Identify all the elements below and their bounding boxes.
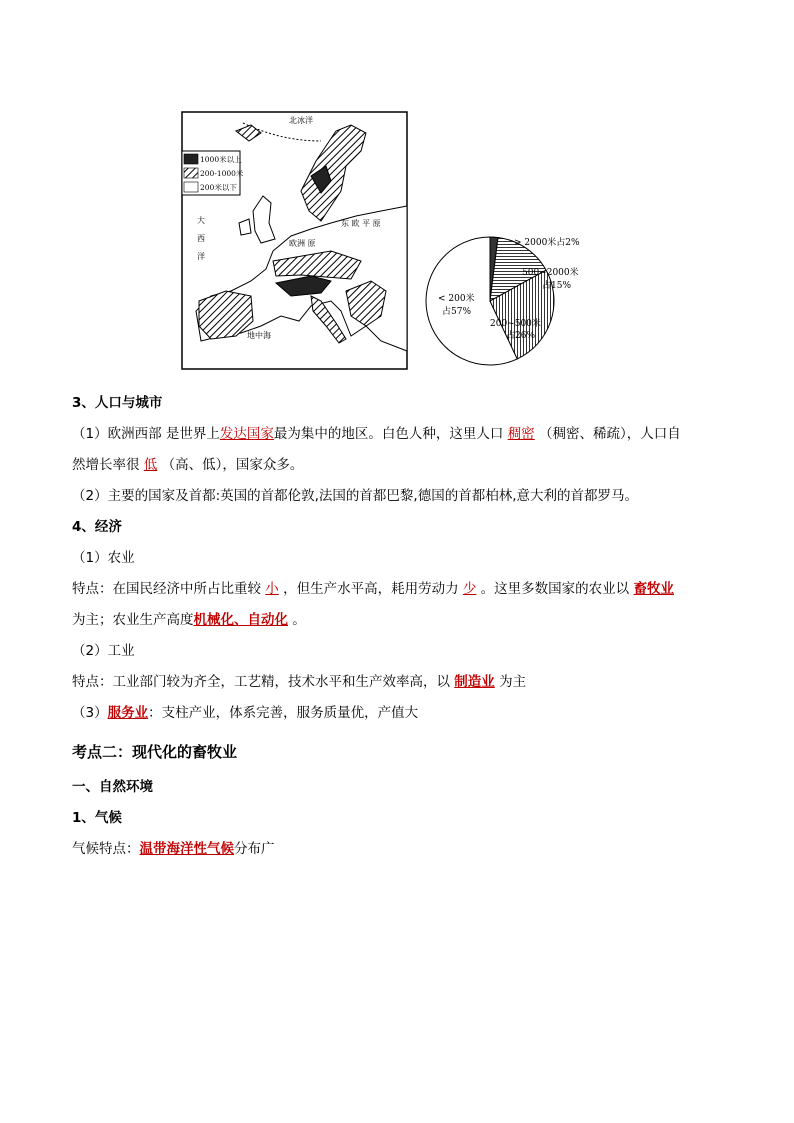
answer-maritime-climate: 温带海洋性气候 xyxy=(139,841,234,857)
agri-line-1 xyxy=(72,579,674,599)
svc-text-a: （3） xyxy=(72,705,108,721)
agri-text-i: 。 xyxy=(288,612,306,628)
s3-paragraph-1 xyxy=(72,424,681,444)
answer-service-industry: 服务业 xyxy=(107,705,149,721)
pie-label-500-2000-pct: 占15% xyxy=(542,281,572,291)
legend-label-low: 200米以下 xyxy=(200,183,237,192)
map-label-mediterranean: 地中海 xyxy=(247,331,271,340)
answer-low: 低 xyxy=(143,457,158,473)
climate-heading: 1、气候 xyxy=(72,810,122,826)
ind-text-c: 为主 xyxy=(494,674,527,690)
natural-env-heading: 一、自然环境 xyxy=(72,779,153,795)
svc-text-c: ：支柱产业，体系完善，服务质量优，产值大 xyxy=(148,705,419,721)
map-label-east-plain: 东 欧 平 原 xyxy=(341,219,381,228)
climate-line xyxy=(72,839,275,859)
answer-dense: 稠密 xyxy=(507,426,535,442)
agri-text-g: 为主；农业生产高度 xyxy=(72,612,194,628)
answer-developed-countries: 发达国家 xyxy=(219,426,274,442)
legend-label-high: 1000米以上 xyxy=(200,155,242,164)
map-label-atlantic-1: 大 xyxy=(197,216,205,225)
map-label-atlantic-3: 洋 xyxy=(197,252,205,261)
pie-label-200-500: 200~500米 xyxy=(490,319,541,329)
section-3-heading: 3、人口与城市 xyxy=(72,395,163,411)
map-label-central-plain: 欧洲 原 xyxy=(289,239,316,248)
pie-label-200-500-pct: 占26% xyxy=(506,331,536,341)
pie-label-lt200-pct: 占57% xyxy=(442,307,472,317)
s3-p1-text-a: （1）欧洲西部 是世界上 xyxy=(72,426,220,442)
svc-line xyxy=(72,703,418,723)
ind-title: （2）工业 xyxy=(72,643,135,659)
answer-manufacturing: 制造业 xyxy=(454,674,495,690)
pie-label-lt200: < 200米 xyxy=(438,294,475,304)
agri-text-a: 特点：在国民经济中所占比重较 xyxy=(72,581,266,597)
agri-text-c: ，但生产水平高，耗用劳动力 xyxy=(278,581,463,597)
elevation-pie-chart xyxy=(424,231,614,373)
answer-less: 少 xyxy=(462,581,477,597)
s3-p1b-text-a: 然增长率很 xyxy=(72,457,144,473)
map-legend xyxy=(182,151,244,195)
s3-p1-text-e: （稠密、稀疏），人口自 xyxy=(534,426,681,442)
climate-text-c: 分布广 xyxy=(234,841,275,857)
agri-line-2 xyxy=(72,610,306,630)
key-point-2-title: 考点二：现代化的畜牧业 xyxy=(72,743,238,761)
s3-paragraph-1b xyxy=(72,455,303,475)
pie-label-500-2000: 500~2000米 xyxy=(522,268,579,278)
s3-p1-text-c: 最为集中的地区。白色人种，这里人口 xyxy=(273,426,508,442)
ind-text-a: 特点：工业部门较为齐全，工艺精，技术水平和生产效率高，以 xyxy=(72,674,455,690)
legend-label-mid: 200-1000米 xyxy=(200,169,244,178)
agri-text-e: 。这里多数国家的农业以 xyxy=(476,581,634,597)
map-label-atlantic-2: 西 xyxy=(197,234,205,243)
climate-text-a: 气候特点： xyxy=(72,841,140,857)
europe-terrain-map xyxy=(181,111,408,370)
pie-label-gt2000: > 2000米占2% xyxy=(514,238,580,248)
section-4-heading: 4、经济 xyxy=(72,519,122,535)
ind-line xyxy=(72,672,526,692)
s3-p1b-text-c: （高、低），国家众多。 xyxy=(157,457,304,473)
answer-mechanization: 机械化、自动化 xyxy=(193,612,288,628)
map-label-arctic: 北冰洋 xyxy=(289,116,313,125)
agri-title: （1）农业 xyxy=(72,550,135,566)
answer-animal-husbandry: 畜牧业 xyxy=(633,581,674,597)
answer-small: 小 xyxy=(265,581,279,597)
s3-paragraph-2: （2）主要的国家及首都:英国的首都伦敦,法国的首都巴黎,德国的首都柏林,意大利的首都罗马。 xyxy=(72,488,639,504)
